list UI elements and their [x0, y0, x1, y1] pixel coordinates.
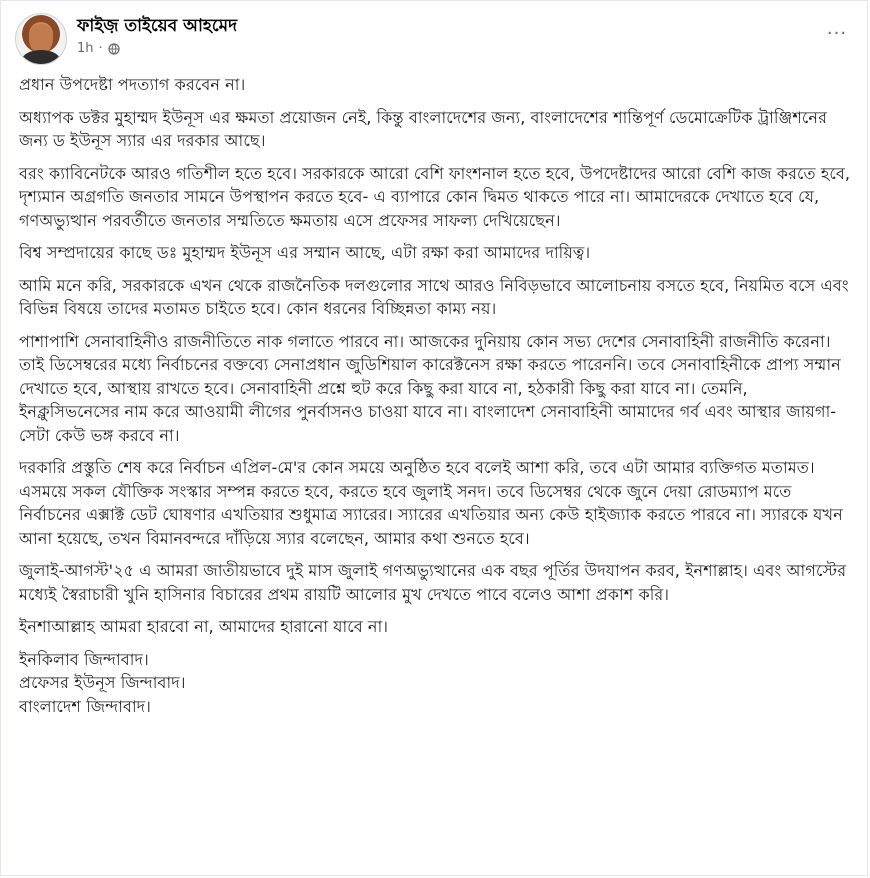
- post-meta: [77, 41, 120, 56]
- post-paragraph: জুলাই-আগস্ট'২৫ এ আমরা জাতীয়ভাবে দুই মাস জুলাই গণঅভ্যুত্থানের এক বছর পূর্তির উদযাপন করব, ইনশাল্লাহ। এবং আগস্টের মধ্যেই স্বৈরাচারী খুনি হাসিনার বিচারের প্রথম রায়টি আলোর মুখ দেখতে পাবে বলেও আশা প্রকাশ করি।: [19, 561, 847, 604]
- signoff-line: প্রফেসর ইউনূস জিন্দাবাদ।: [19, 673, 186, 692]
- post-paragraph: বিশ্ব সম্প্রদায়ের কাছে ডঃ মুহাম্মদ ইউনূস এর সম্মান আছে, এটা রক্ষা করা আমাদের দায়িত্ব।: [19, 243, 591, 262]
- post-paragraph: অধ্যাপক ডক্টর মুহাম্মদ ইউনূস এর ক্ষমতা প্রয়োজন নেই, কিন্তু বাংলাদেশের জন্য, বাংলাদেশের শান্তিপূর্ণ ডেমোক্রেটিক ট্রাঞ্জিশনের জন্য ড ইউনূস স্যার এর দরকার আছে।: [19, 107, 827, 150]
- author-name[interactable]: ফাইজ় তাইয়েব আহমেদ: [77, 16, 238, 36]
- post-timestamp[interactable]: 1h: [77, 41, 94, 56]
- more-options-button[interactable]: ···: [826, 22, 848, 44]
- post-paragraph: প্রধান উপদেষ্টা পদত্যাগ করবেন না।: [19, 75, 246, 94]
- post-paragraph: দরকারি প্রস্তুতি শেষ করে নির্বাচন এপ্রিল-মে'র কোন সময়ে অনুষ্ঠিত হবে বলেই আশা করি, তবে এটা আমার ব্যক্তিগত মতামত। এসময়ে সকল যৌক্তিক সংস্কার সম্পন্ন করতে হবে, করতে হবে জুলাই সনদ। তবে ডিসেম্বর থেকে জুনে দেয়া রোডম্যাপ মতে নির্বাচনের এক্সাক্ট ডেট ঘোষণার এখতিয়ার শুধুমাত্র স্যারের। স্যারের এখতিয়ার অন্য কেউ হাইজ্যাক করতে পারবে না। স্যারকে যখন আনা হয়েছে, তখন বিমানবন্দরে দাঁড়িয়ে স্যার বলেছেন, আমার কথা শুনতে হবে।: [19, 458, 843, 548]
- signoff-line: বাংলাদেশ জিন্দাবাদ।: [19, 696, 151, 716]
- post-body: [19, 73, 853, 871]
- meta-separator: ·: [98, 41, 103, 56]
- post-paragraph: ইনশাআল্লাহ আমরা হারবো না, আমাদের হারানো যাবে না।: [19, 617, 389, 636]
- globe-icon: [108, 43, 120, 55]
- avatar[interactable]: [15, 13, 67, 65]
- signoff-line: ইনকিলাব জিন্দাবাদ।: [19, 649, 149, 669]
- post-paragraph: আমি মনে করি, সরকারকে এখন থেকে রাজনৈতিক দলগুলোর সাথে আরও নিবিড়ভাবে আলোচনায় বসতে হবে, নিয়মিত বসে এবং বিভিন্ন বিষয়ে তাদের মতামত চাইতে হবে। কোন ধরনের বিচ্ছিন্নতা কাম্য নয়।: [19, 275, 849, 318]
- post-paragraph: বরং ক্যাবিনেটকে আরও গতিশীল হতে হবে। সরকারকে আরো বেশি ফাংশনাল হতে হবে, উপদেষ্টাদের আরো বেশি কাজ করতে হবে, দৃশ্যমান অগ্রগতি জনতার সামনে উপস্থাপন করতে হবে- এ ব্যাপারে কোন দ্বিমত থাকতে পারে না। আমাদেরকে দেখাতে হবে যে, গণঅভ্যুত্থান পরবর্তীতে জনতার সম্মতিতে ক্ষমতায় এসে প্রফেসর সাফল্য দেখিয়েছেন।: [19, 163, 850, 230]
- post-paragraph: পাশাপাশি সেনাবাহিনীও রাজনীতিতে নাক গলাতে পারবে না। আজকের দুনিয়ায় কোন সভ্য দেশের সেনাবাহিনী রাজনীতি করেনা। তাই ডিসেম্বরের মধ্যে নির্বাচনের বক্তব্যে সেনাপ্রধান জুডিশিয়াল কারেক্টনেস রক্ষা করতে পারেননি। তবে সেনাবাহিনীকে প্রাপ্য সম্মান দেখাতে হবে, আস্থায় রাখতে হবে। সেনাবাহিনী প্রশ্নে হুট করে কিছু করা যাবে না, হঠকারী কিছু করা যাবে না। তেমনি, ইনক্লুসিভনেসের নাম করে আওয়ামী লীগের পুনর্বাসনও চাওয়া যাবে না। বাংলাদেশ সেনাবাহিনী আমাদের গর্ব এবং আস্থার জায়গা- সেটা কেউ ভঙ্গ করবে না।: [19, 331, 841, 445]
- avatar-shirt: [22, 50, 60, 65]
- post-header: [15, 11, 853, 67]
